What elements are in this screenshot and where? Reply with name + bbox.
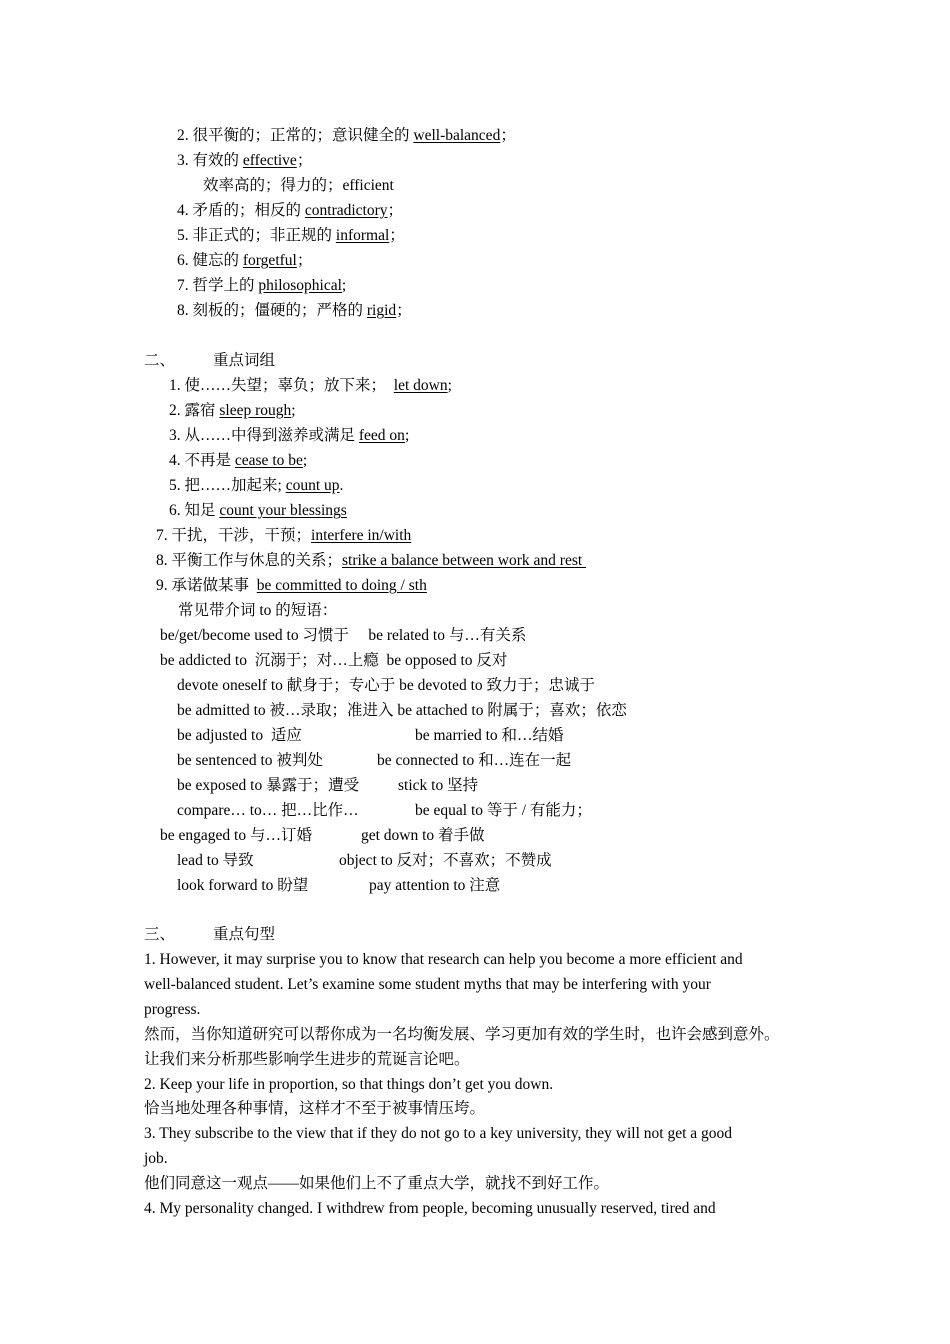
to-phrase: be/get/become used to 习惯于 be related to 与…有关系 — [160, 627, 527, 644]
sentence-line: job. — [144, 1150, 168, 1168]
vocab-term: forgetful — [242, 252, 297, 269]
phrase-term: sleep rough — [219, 402, 292, 419]
phrase-term: be committed to doing / sth — [256, 577, 427, 594]
phrase-item: 6. 知足 count your blessings — [169, 502, 347, 519]
phrase-item: 8. 平衡工作与休息的关系；strike a balance between work and rest — [156, 552, 587, 569]
phrase-item: 5. 把……加起来; count up. — [169, 477, 344, 494]
sentence-translation: 然而，当你知道研究可以帮你成为一名均衡发展、学习更加有效的学生时，也许会感到意外。 — [144, 1025, 780, 1043]
section-heading: 二、 重点词组 — [144, 352, 276, 369]
to-phrase: look forward to 盼望 — [177, 877, 309, 894]
phrase-item: 2. 露宿 sleep rough; — [169, 402, 296, 419]
to-phrase: be addicted to 沉溺于；对…上瘾 be opposed to 反对 — [160, 652, 508, 669]
vocab-item: 7. 哲学上的 philosophical; — [177, 277, 347, 294]
vocab-item: 3. 有效的 effective； — [177, 152, 313, 169]
sentence-translation: 让我们来分析那些影响学生进步的荒诞言论吧。 — [144, 1050, 470, 1068]
section-heading: 三、 重点句型 — [144, 926, 276, 943]
phrase-item: 1. 使……失望；辜负；放下来； let down; — [169, 377, 452, 394]
phrase-item: 7. 干扰，干涉，干预；interfere in/with — [156, 527, 412, 544]
to-phrase: devote oneself to 献身于；专心于 be devoted to 致力于；忠诚于 — [177, 677, 596, 694]
to-phrase: get down to 着手做 — [361, 827, 485, 844]
vocab-term: rigid — [366, 302, 397, 319]
vocab-term: informal — [335, 227, 390, 244]
phrase-term: cease to be — [234, 452, 303, 469]
vocab-item: 效率高的；得力的；efficient — [203, 177, 394, 194]
vocab-item: 5. 非正式的；非正规的 informal； — [177, 227, 405, 244]
to-phrase: compare… to… 把…比作… — [177, 802, 359, 819]
phrase-term: feed on — [358, 427, 405, 444]
to-phrase: be connected to 和…连在一起 — [377, 752, 572, 769]
vocab-term: contradictory — [304, 202, 388, 219]
to-phrase: be admitted to 被…录取；准进入 be attached to 附属于；喜欢；依恋 — [177, 702, 627, 719]
phrase-term: count your blessings — [219, 502, 347, 519]
to-phrase: be exposed to 暴露于；遭受 — [177, 777, 360, 794]
sentence-line: 1. However, it may surprise you to know that research can help you become a more efficient and — [144, 951, 743, 968]
to-phrase: object to 反对；不喜欢；不赞成 — [339, 852, 552, 869]
to-phrase: be sentenced to 被判处 — [177, 752, 323, 769]
vocab-item: 8. 刻板的；僵硬的；严格的 rigid； — [177, 302, 412, 319]
phrase-term: let down — [393, 377, 448, 394]
phrase-item: 4. 不再是 cease to be; — [169, 452, 308, 469]
to-phrase: be married to 和…结婚 — [415, 727, 564, 744]
phrase-item: 9. 承诺做某事 be committed to doing / sth — [156, 577, 427, 594]
sentence-translation: 他们同意这一观点——如果他们上不了重点大学，就找不到好工作。 — [144, 1175, 610, 1193]
phrase-item: 3. 从……中得到滋养或满足 feed on; — [169, 427, 410, 444]
to-phrase: pay attention to 注意 — [369, 877, 501, 894]
sentence-line: progress. — [144, 1000, 201, 1018]
to-phrase: be adjusted to 适应 — [177, 727, 302, 744]
vocab-term: effective — [242, 152, 297, 169]
sentence-line: well-balanced student. Let’s examine some student myths that may be interfering with your — [144, 975, 711, 993]
to-phrase: be equal to 等于 / 有能力； — [415, 802, 592, 819]
vocab-item: 4. 矛盾的；相反的 contradictory； — [177, 202, 404, 219]
sentence-line: 2. Keep your life in proportion, so that things don’t get you down. — [144, 1075, 554, 1093]
to-phrase: be engaged to 与…订婚 — [160, 827, 312, 844]
phrase-term: count up — [285, 477, 340, 494]
key-sentences — [144, 948, 805, 1222]
phrase-term: strike a balance between work and rest — [342, 552, 587, 569]
sentence-line: 3. They subscribe to the view that if they do not go to a key university, they will not get a good — [144, 1125, 733, 1143]
to-phrases-heading: 常见带介词 to 的短语： — [178, 602, 338, 619]
vocab-item: 2. 很平衡的；正常的；意识健全的 well-balanced； — [177, 127, 516, 144]
sentence-line: 4. My personality changed. I withdrew from people, becoming unusually reserved, tired and — [144, 1200, 716, 1218]
vocab-term: well-balanced — [413, 127, 501, 144]
vocab-item: 6. 健忘的 forgetful； — [177, 252, 313, 269]
sentence-translation: 恰当地处理各种事情，这样才不至于被事情压垮。 — [144, 1100, 486, 1118]
vocab-term: philosophical — [258, 277, 342, 294]
to-phrase: stick to 坚持 — [398, 777, 479, 794]
to-phrase: lead to 导致 — [177, 852, 254, 869]
phrase-term: interfere in/with — [311, 527, 412, 544]
